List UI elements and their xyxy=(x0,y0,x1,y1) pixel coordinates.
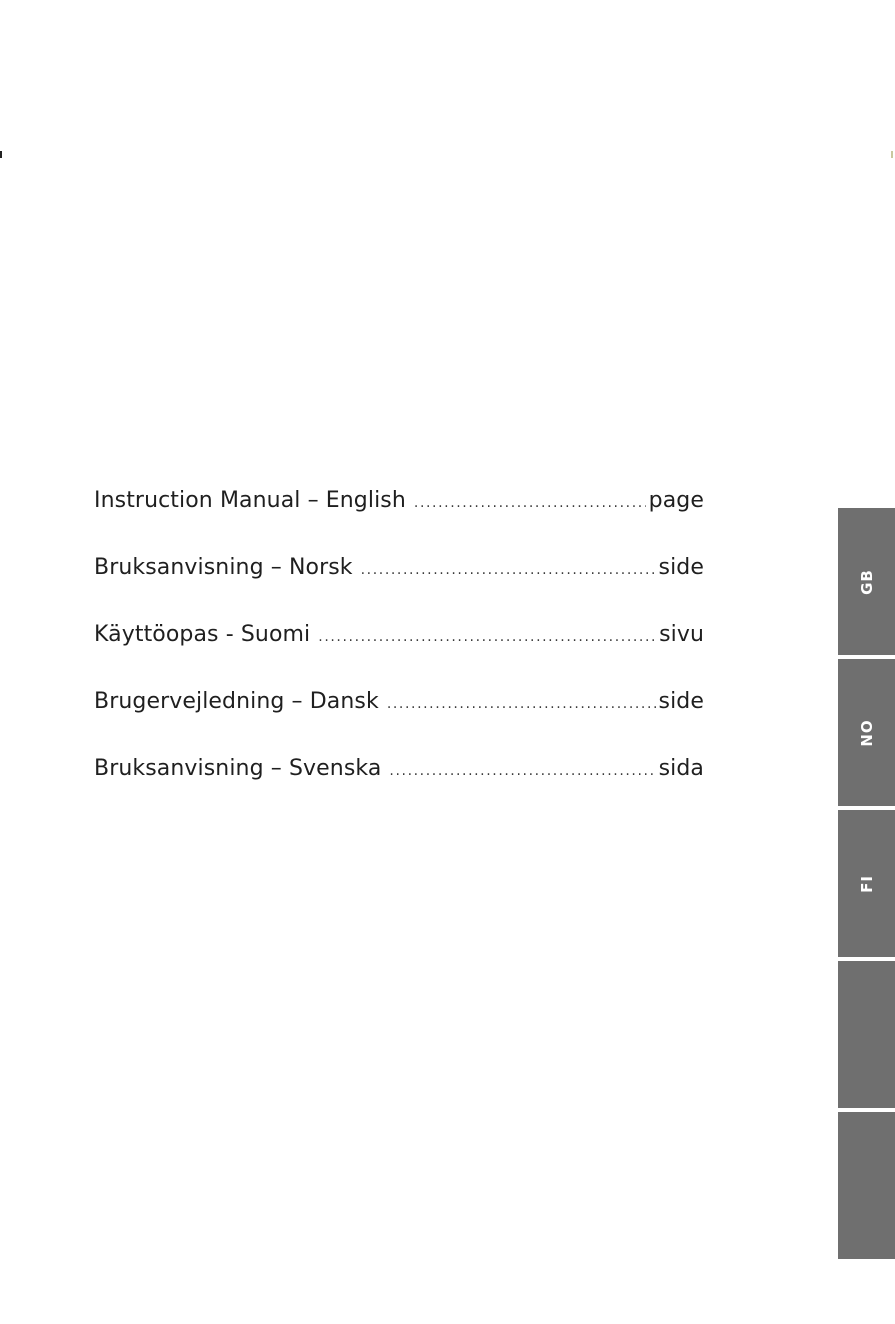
toc-entry-page-word: side xyxy=(658,689,704,714)
tab-dk[interactable] xyxy=(838,961,895,1108)
toc-dot-leader xyxy=(318,629,656,645)
toc-entry-title: Käyttöopas - Suomi xyxy=(94,622,311,647)
language-tabs xyxy=(838,508,895,1263)
toc-dot-leader xyxy=(387,696,656,712)
toc-dot-leader xyxy=(389,763,655,779)
crop-mark-left xyxy=(0,151,2,158)
toc-dot-leader xyxy=(414,495,646,511)
toc-entry-page-word: page xyxy=(648,488,704,513)
tab-no[interactable] xyxy=(838,659,895,806)
toc-entry-page-word: side xyxy=(658,555,704,580)
toc-entry-title: Instruction Manual – English xyxy=(94,488,406,513)
toc-entry-page-word: sida xyxy=(658,756,704,781)
toc-entry-svenska[interactable] xyxy=(94,756,704,823)
toc-entry-title: Bruksanvisning – Svenska xyxy=(94,756,382,781)
toc-entry-english[interactable] xyxy=(94,488,704,555)
toc-dot-leader xyxy=(361,562,656,578)
table-of-contents xyxy=(94,488,704,823)
toc-entry-title: Brugervejledning – Dansk xyxy=(94,689,379,714)
tab-gb[interactable] xyxy=(838,508,895,655)
tab-label: GB xyxy=(857,568,876,595)
tab-label: FI xyxy=(857,874,876,893)
toc-entry-norsk[interactable] xyxy=(94,555,704,622)
toc-entry-title: Bruksanvisning – Norsk xyxy=(94,555,353,580)
toc-entry-page-word: sivu xyxy=(659,622,704,647)
tab-fi[interactable] xyxy=(838,810,895,957)
crop-mark-right xyxy=(891,151,893,158)
toc-entry-suomi[interactable] xyxy=(94,622,704,689)
toc-entry-dansk[interactable] xyxy=(94,689,704,756)
tab-se[interactable] xyxy=(838,1112,895,1259)
tab-label: NO xyxy=(857,718,876,747)
